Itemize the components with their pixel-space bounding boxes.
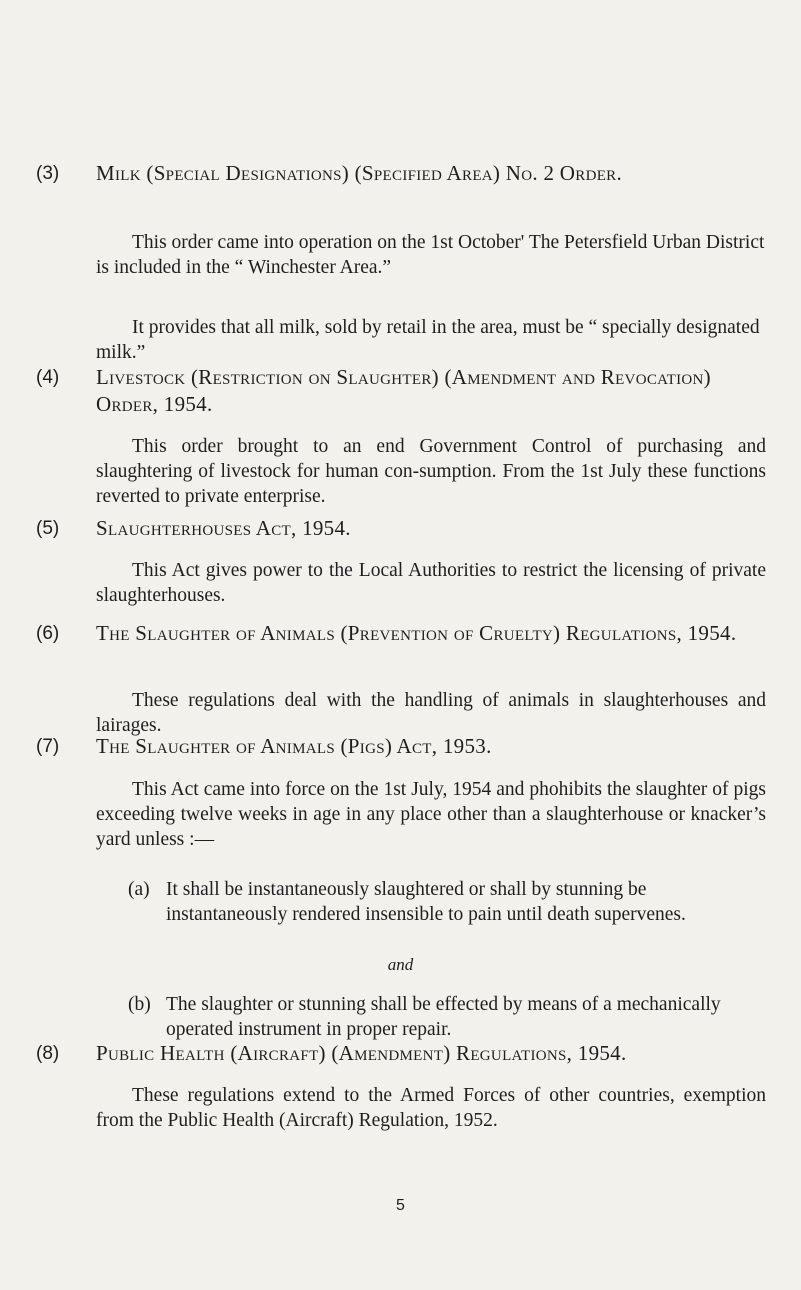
section-paragraph: This order brought to an end Government Control of purchasing and slaughtering of livestock for human con-sumption. From the 1st July these functions reverted to private enterprise. <box>96 436 766 507</box>
section-paragraph: This Act came into force on the 1st July, 1954 and phohibits the slaughter of pigs exceeding twelve weeks in age in any place other than a slaughterhouse or knacker’s yard unless :— <box>96 779 766 850</box>
section-paragraph: It provides that all milk, sold by retail in the area, must be “ specially designated milk.” <box>96 317 760 363</box>
section-number: (3) <box>36 163 60 184</box>
section-number: (5) <box>36 518 60 539</box>
section-number: (8) <box>36 1043 60 1064</box>
subitem-text: It shall be instantaneously slaughtered or shall by stunning be instantaneously rendered insensible to pain until death supervenes. <box>166 879 686 925</box>
section-heading: The Slaughter of Animals (Prevention of Cruelty) Regulations, 1954. <box>96 621 737 645</box>
section-number: (4) <box>36 367 60 388</box>
section-heading: Public Health (Aircraft) (Amendment) Regulations, 1954. <box>96 1041 627 1065</box>
section-paragraph: This order came into operation on the 1st October' The Petersfield Urban District is included in the “ Winchester Area.” <box>96 232 765 278</box>
section-heading: Milk (Special Designations) (Specified Area) No. 2 Order. <box>96 161 623 185</box>
conjunction: and <box>387 955 414 974</box>
section-heading: Livestock (Restriction on Slaughter) (Amendment and Revocation) Order, 1954. <box>96 365 711 416</box>
section-heading: The Slaughter of Animals (Pigs) Act, 1953. <box>96 734 492 758</box>
subitem-text: The slaughter or stunning shall be effected by means of a mechanically operated instrument in proper repair. <box>166 994 721 1040</box>
section-paragraph: This Act gives power to the Local Authorities to restrict the licensing of private slaughterhouses. <box>96 560 766 606</box>
section-number: (6) <box>36 623 60 644</box>
section-paragraph: These regulations deal with the handling of animals in slaughterhouses and lairages. <box>96 690 766 736</box>
section-paragraph: These regulations extend to the Armed Forces of other countries, exemption from the Public Health (Aircraft) Regulation, 1952. <box>96 1085 766 1131</box>
subitem-label: (b) <box>128 994 151 1015</box>
section-heading: Slaughterhouses Act, 1954. <box>96 516 351 540</box>
page-number: 5 <box>396 1197 405 1214</box>
subitem-label: (a) <box>128 879 150 900</box>
section-number: (7) <box>36 736 60 757</box>
